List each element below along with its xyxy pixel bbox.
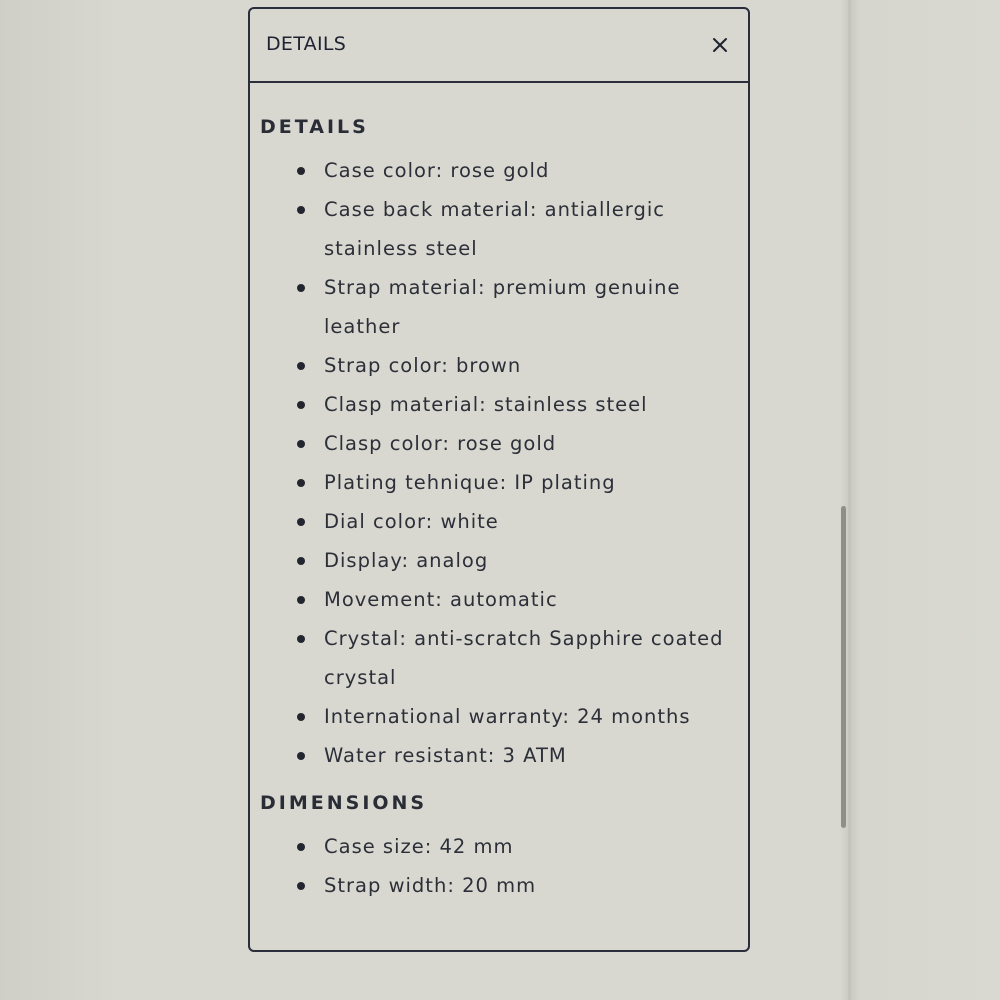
drawer-content — [260, 113, 740, 905]
list-item-text: Clasp material: stainless steel — [324, 393, 648, 416]
section-heading: DETAILS — [260, 116, 369, 138]
list-item — [260, 619, 740, 697]
close-button[interactable] — [706, 31, 734, 59]
list-item — [260, 385, 740, 424]
drawer-title: DETAILS — [266, 33, 347, 55]
section-heading: DIMENSIONS — [260, 792, 428, 814]
spec-list — [260, 151, 740, 775]
bullet-icon — [297, 167, 305, 175]
bullet-icon — [297, 713, 305, 721]
list-item-text: Strap width: 20 mm — [324, 874, 537, 897]
list-item — [260, 827, 740, 866]
bullet-icon — [297, 479, 305, 487]
list-item — [260, 866, 740, 905]
drawer-header — [250, 9, 748, 83]
list-item-text: Case color: rose gold — [324, 159, 550, 182]
list-item — [260, 541, 740, 580]
bullet-icon — [297, 284, 305, 292]
bullet-icon — [297, 362, 305, 370]
list-item — [260, 463, 740, 502]
bullet-icon — [297, 596, 305, 604]
details-drawer — [248, 7, 750, 952]
list-item-text: Display: analog — [324, 549, 489, 572]
list-item-text: Case size: 42 mm — [324, 835, 514, 858]
list-item — [260, 190, 740, 268]
list-item-text: Water resistant: 3 ATM — [324, 744, 567, 767]
close-icon — [706, 31, 734, 59]
spec-list — [260, 827, 740, 905]
page-divider — [848, 0, 851, 1000]
section-spacer — [260, 775, 740, 789]
list-item-text: Plating tehnique: IP plating — [324, 471, 616, 494]
list-item-text: Strap color: brown — [324, 354, 522, 377]
bullet-icon — [297, 401, 305, 409]
section-details — [260, 113, 740, 775]
bullet-icon — [297, 752, 305, 760]
list-item — [260, 736, 740, 775]
list-item-text: Dial color: white — [324, 510, 499, 533]
list-item — [260, 268, 740, 346]
list-item — [260, 424, 740, 463]
bullet-icon — [297, 882, 305, 890]
section-dimensions — [260, 789, 740, 905]
bullet-icon — [297, 206, 305, 214]
list-item-text: Clasp color: rose gold — [324, 432, 557, 455]
list-item — [260, 580, 740, 619]
list-item-text: Strap material: premium genuine leather — [324, 276, 681, 338]
list-item — [260, 502, 740, 541]
scrollbar[interactable] — [841, 506, 846, 828]
bullet-icon — [297, 518, 305, 526]
list-item-text: Crystal: anti-scratch Sapphire coated crystal — [324, 627, 724, 689]
bullet-icon — [297, 557, 305, 565]
list-item — [260, 697, 740, 736]
list-item-text: Movement: automatic — [324, 588, 558, 611]
list-item-text: International warranty: 24 months — [324, 705, 691, 728]
list-item — [260, 346, 740, 385]
list-item — [260, 151, 740, 190]
bullet-icon — [297, 843, 305, 851]
list-item-text: Case back material: antiallergic stainless steel — [324, 198, 665, 260]
bullet-icon — [297, 440, 305, 448]
bullet-icon — [297, 635, 305, 643]
